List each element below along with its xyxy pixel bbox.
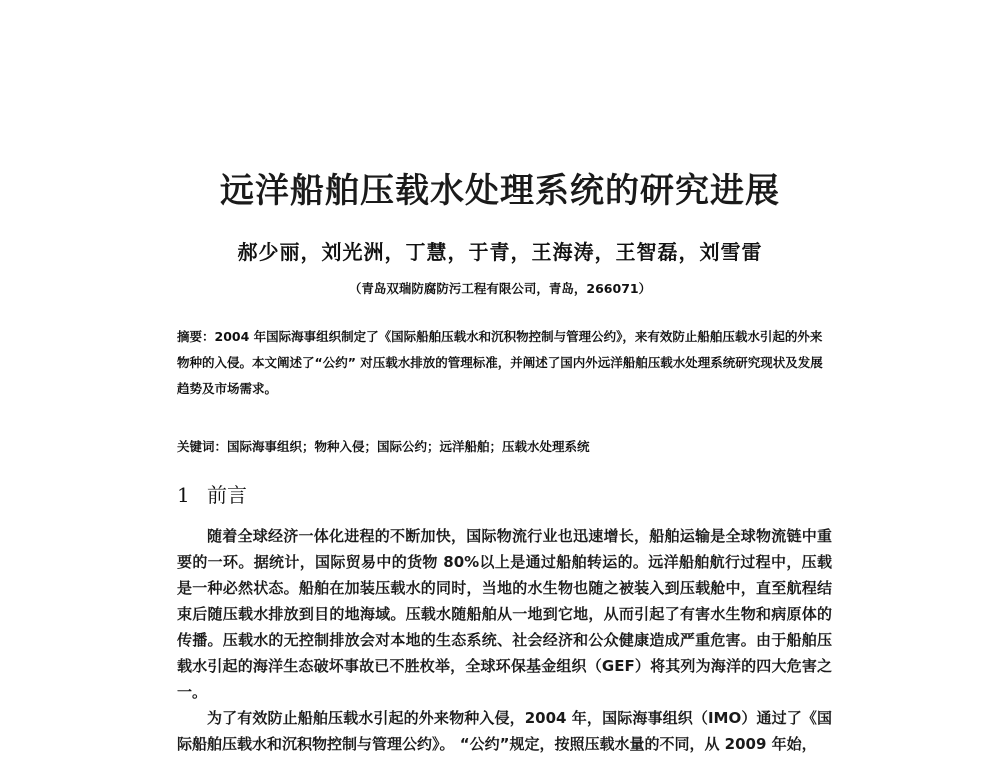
keywords: 关键词：国际海事组织；物种入侵；国际公约；远洋船舶；压载水处理系统 [177, 439, 590, 454]
body-text [177, 523, 832, 757]
paragraph: 为了有效防止船舶压载水引起的外来物种入侵，2004 年，国际海事组织（IMO）通过了《国际船舶压载水和沉积物控制与管理公约》。 “公约”规定，按照压载水量的不同，从 2009 年始， [177, 709, 832, 753]
section-heading [177, 479, 247, 508]
paper-title: 远洋船舶压载水处理系统的研究进展 [220, 171, 780, 211]
affiliation: （青岛双瑞防腐防污工程有限公司，青岛，266071） [348, 281, 652, 296]
section-number: 1 [177, 483, 190, 507]
paragraph: 随着全球经济一体化进程的不断加快，国际物流行业也迅速增长，船舶运输是全球物流链中重要的一环。据统计，国际贸易中的货物 80%以上是通过船舶转运的。远洋船舶航行过程中，压载是一种必然状态。船舶在加装压载水的同时，当地的水生物也随之被装入到压载舱中，直至航程结束后随压载水排放到目的地海域。压载水随船舶从一地到它地，从而引起了有害水生物和病原体的传播。压载水的无控制排放会对本地的生态系统、社会经济和公众健康造成严重危害。由于船舶压载水引起的海洋生态破坏事故已不胜枚举，全球环保基金组织（GEF）将其列为海洋的四大危害之一。 [177, 527, 832, 701]
section-title: 前言 [207, 483, 247, 507]
author-list: 郝少丽，刘光洲，丁慧，于青，王海涛，王智磊，刘雪雷 [237, 240, 763, 264]
abstract: 摘要：2004 年国际海事组织制定了《国际船舶压载水和沉积物控制与管理公约》，来有效防止船舶压载水引起的外来物种的入侵。本文阐述了“公约” 对压载水排放的管理标准，并阐述了国内外远洋船舶压载水处理系统研究现状及发展趋势及市场需求。 [177, 329, 823, 396]
